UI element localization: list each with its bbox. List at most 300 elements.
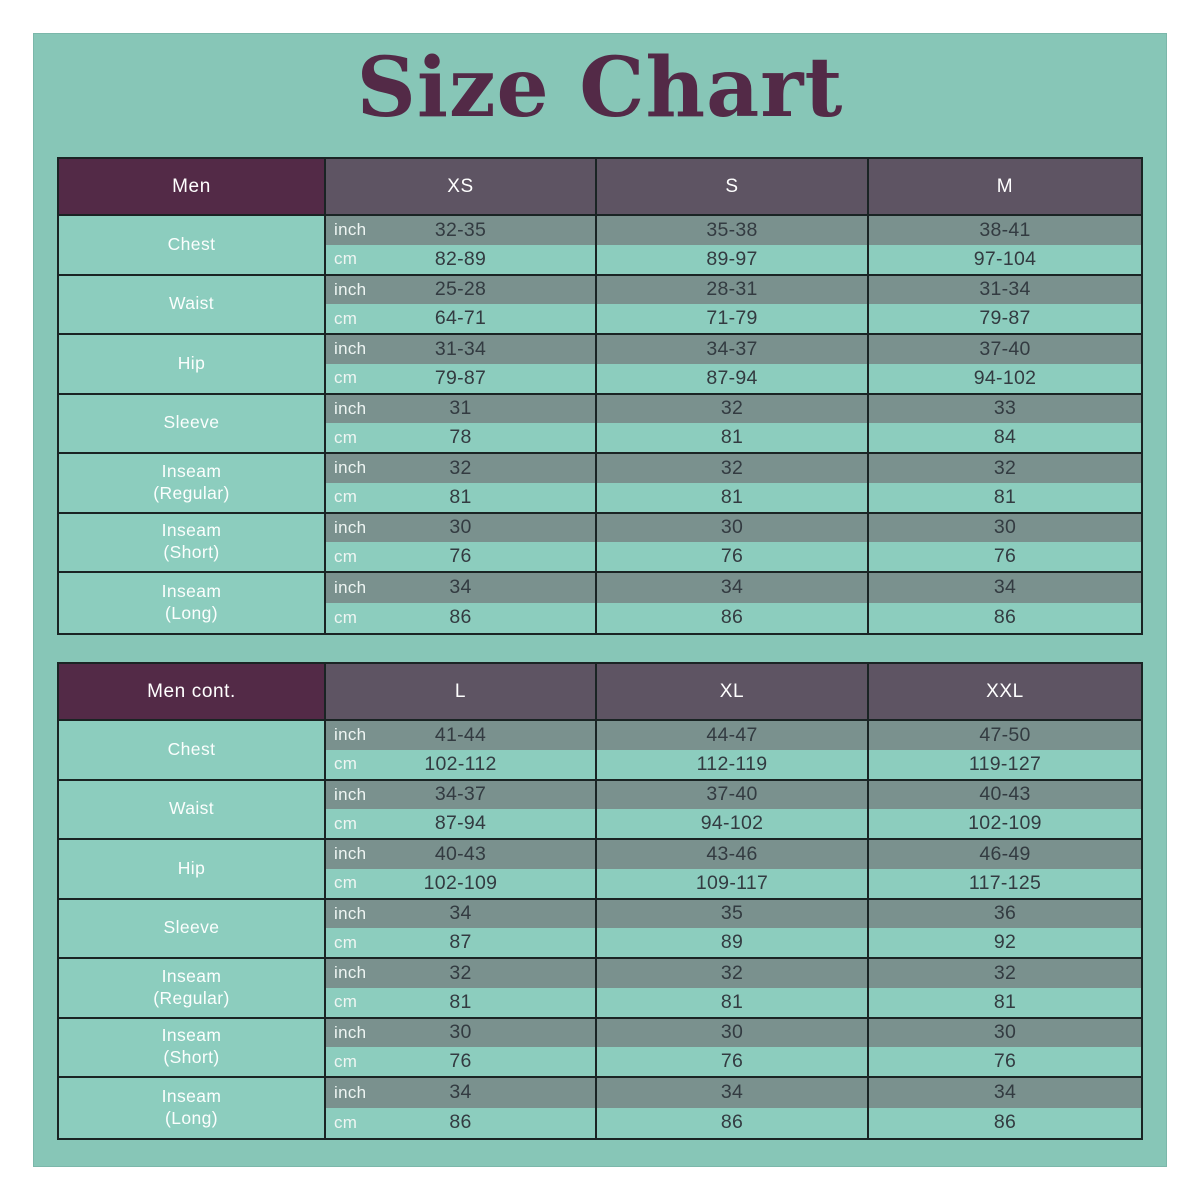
- size-cell: [326, 395, 597, 455]
- unit-label-inch: inch: [334, 339, 367, 359]
- inch-row-cell: [597, 959, 867, 988]
- size-cell: [326, 573, 597, 633]
- unit-label-inch: inch: [334, 1082, 367, 1102]
- row-label: Inseam: [161, 460, 222, 481]
- inch-row-cell: [869, 1019, 1141, 1048]
- measurement-value-cm: 71-79: [706, 307, 758, 330]
- size-cell: [869, 216, 1141, 276]
- measurement-value-cm: 102-109: [423, 871, 498, 894]
- measurement-value-cm: 86: [720, 1111, 744, 1134]
- header-xxl: XXL: [869, 664, 1141, 721]
- size-cell: [869, 1078, 1141, 1138]
- row-label-cell: [59, 276, 326, 336]
- measurement-value-cm: 112-119: [696, 752, 768, 775]
- unit-label-inch: inch: [334, 1022, 367, 1042]
- measurement-value-inch: 40-43: [979, 783, 1031, 806]
- table-body: [59, 721, 1141, 1138]
- measurement-value-inch: 44-47: [706, 723, 758, 746]
- measurement-row-inseam-regular: [59, 959, 1141, 1019]
- measurement-value-cm: 92: [993, 931, 1017, 954]
- size-cell: [597, 721, 869, 781]
- inch-row-cell: [869, 900, 1141, 929]
- measurement-value-cm: 86: [720, 606, 744, 629]
- inch-row-cell: [326, 395, 595, 424]
- cm-row-cell: [326, 423, 595, 452]
- measurement-value-cm: 79-87: [979, 307, 1031, 330]
- row-label: Inseam: [161, 1085, 222, 1106]
- measurement-value-inch: 32: [720, 961, 744, 984]
- row-label-cell: [59, 514, 326, 574]
- cm-row-cell: [597, 1108, 867, 1138]
- measurement-value-inch: 32: [993, 961, 1017, 984]
- inch-row-cell: [326, 959, 595, 988]
- measurement-value-cm: 86: [449, 606, 472, 629]
- measurement-value-cm: 76: [993, 1050, 1017, 1073]
- row-sublabel: (Regular): [153, 482, 230, 503]
- measurement-row-chest: [59, 721, 1141, 781]
- cm-row-cell: [326, 1108, 595, 1138]
- measurement-value-cm: 86: [993, 1111, 1017, 1134]
- unit-label-cm: cm: [334, 813, 358, 833]
- size-cell: [597, 900, 869, 960]
- measurement-value-cm: 86: [993, 606, 1017, 629]
- inch-row-cell: [597, 781, 867, 810]
- measurement-value-inch: 28-31: [706, 278, 758, 301]
- unit-label-inch: inch: [334, 279, 367, 299]
- row-label-cell: [59, 900, 326, 960]
- row-label-cell: [59, 216, 326, 276]
- measurement-value-cm: 76: [449, 1050, 472, 1073]
- size-cell: [597, 454, 869, 514]
- measurement-row-waist: [59, 276, 1141, 336]
- inch-row-cell: [326, 840, 595, 869]
- measurement-value-cm: 89: [720, 931, 744, 954]
- size-cell: [869, 454, 1141, 514]
- size-cell: [326, 721, 597, 781]
- size-cell: [597, 1078, 869, 1138]
- cm-row-cell: [597, 1047, 867, 1076]
- cm-row-cell: [326, 750, 595, 779]
- cm-row-cell: [869, 928, 1141, 957]
- table-body: [59, 216, 1141, 633]
- header-xs: XS: [326, 159, 597, 216]
- unit-label-cm: cm: [334, 607, 358, 627]
- cm-row-cell: [869, 364, 1141, 393]
- measurement-value-inch: 30: [449, 1021, 472, 1044]
- unit-label-inch: inch: [334, 517, 367, 537]
- cm-row-cell: [326, 809, 595, 838]
- row-label: Chest: [167, 738, 216, 759]
- size-cell: [869, 573, 1141, 633]
- inch-row-cell: [869, 840, 1141, 869]
- size-cell: [326, 216, 597, 276]
- measurement-row-inseam-short: [59, 1019, 1141, 1079]
- measurement-row-inseam-long: [59, 1078, 1141, 1138]
- measurement-value-inch: 34: [720, 576, 744, 599]
- measurement-value-inch: 31-34: [979, 278, 1031, 301]
- row-label: Sleeve: [163, 917, 220, 938]
- row-label: Inseam: [161, 520, 222, 541]
- inch-row-cell: [326, 1078, 595, 1108]
- measurement-value-cm: 84: [993, 426, 1017, 449]
- inch-row-cell: [326, 573, 595, 603]
- inch-row-cell: [326, 335, 595, 364]
- header-m: M: [869, 159, 1141, 216]
- cm-row-cell: [869, 304, 1141, 333]
- row-label: Chest: [167, 233, 216, 254]
- header-men: Men: [59, 159, 326, 216]
- measurement-value-inch: 32: [449, 456, 472, 479]
- size-cell: [869, 395, 1141, 455]
- header-men-cont: Men cont.: [59, 664, 326, 721]
- measurement-value-cm: 76: [720, 1050, 744, 1073]
- unit-label-cm: cm: [334, 487, 358, 507]
- size-cell: [326, 454, 597, 514]
- row-label-cell: [59, 335, 326, 395]
- measurement-value-inch: 30: [993, 516, 1017, 539]
- cm-row-cell: [869, 1108, 1141, 1138]
- measurement-value-inch: 34: [993, 1081, 1017, 1104]
- cm-row-cell: [869, 542, 1141, 571]
- cm-row-cell: [597, 750, 867, 779]
- measurement-value-cm: 76: [449, 545, 472, 568]
- cm-row-cell: [597, 304, 867, 333]
- measurement-value-cm: 89-97: [706, 247, 758, 270]
- row-label: Inseam: [161, 580, 222, 601]
- inch-row-cell: [597, 573, 867, 603]
- cm-row-cell: [597, 245, 867, 274]
- measurement-value-cm: 81: [720, 485, 744, 508]
- inch-row-cell: [597, 1078, 867, 1108]
- size-cell: [869, 840, 1141, 900]
- unit-label-cm: cm: [334, 932, 358, 952]
- cm-row-cell: [326, 603, 595, 633]
- unit-label-cm: cm: [334, 427, 358, 447]
- measurement-value-inch: 34-37: [434, 783, 487, 806]
- inch-row-cell: [597, 454, 867, 483]
- cm-row-cell: [869, 245, 1141, 274]
- measurement-value-inch: 36: [993, 902, 1017, 925]
- measurement-value-cm: 119-127: [968, 752, 1042, 775]
- size-cell: [597, 781, 869, 841]
- inch-row-cell: [326, 1019, 595, 1048]
- measurement-value-inch: 30: [993, 1021, 1017, 1044]
- unit-label-inch: inch: [334, 577, 367, 597]
- row-label: Waist: [168, 798, 215, 819]
- header-s: S: [597, 159, 869, 216]
- row-label-cell: [59, 959, 326, 1019]
- unit-label-cm: cm: [334, 1112, 358, 1132]
- row-sublabel: (Regular): [153, 987, 230, 1008]
- unit-label-inch: inch: [334, 963, 367, 983]
- unit-label-cm: cm: [334, 546, 358, 566]
- cm-row-cell: [597, 988, 867, 1017]
- measurement-row-sleeve: [59, 900, 1141, 960]
- row-sublabel: (Short): [163, 1047, 220, 1068]
- cm-row-cell: [869, 988, 1141, 1017]
- measurement-row-sleeve: [59, 395, 1141, 455]
- size-cell: [326, 900, 597, 960]
- unit-label-cm: cm: [334, 368, 358, 388]
- measurement-value-cm: 81: [720, 990, 744, 1013]
- measurement-value-inch: 40-43: [434, 842, 487, 865]
- row-sublabel: (Long): [165, 1107, 218, 1128]
- size-cell: [869, 1019, 1141, 1079]
- panel: [33, 33, 1167, 1167]
- size-cell: [326, 1078, 597, 1138]
- size-cell: [597, 840, 869, 900]
- measurement-row-inseam-long: [59, 573, 1141, 633]
- size-cell: [326, 781, 597, 841]
- size-table-men-cont: [57, 662, 1143, 1140]
- measurement-value-cm: 87-94: [434, 812, 487, 835]
- inch-row-cell: [869, 721, 1141, 750]
- cm-row-cell: [869, 869, 1141, 898]
- inch-row-cell: [869, 514, 1141, 543]
- inch-row-cell: [869, 781, 1141, 810]
- inch-row-cell: [597, 335, 867, 364]
- cm-row-cell: [326, 988, 595, 1017]
- size-cell: [597, 959, 869, 1019]
- cm-row-cell: [597, 483, 867, 512]
- measurement-value-inch: 32: [993, 456, 1017, 479]
- cm-row-cell: [869, 483, 1141, 512]
- row-sublabel: (Long): [165, 602, 218, 623]
- row-label-cell: [59, 781, 326, 841]
- measurement-row-inseam-short: [59, 514, 1141, 574]
- inch-row-cell: [597, 276, 867, 305]
- inch-row-cell: [597, 840, 867, 869]
- measurement-value-cm: 81: [449, 990, 472, 1013]
- measurement-value-cm: 79-87: [434, 366, 487, 389]
- inch-row-cell: [869, 959, 1141, 988]
- cm-row-cell: [326, 483, 595, 512]
- cm-row-cell: [869, 603, 1141, 633]
- size-cell: [869, 276, 1141, 336]
- inch-row-cell: [597, 721, 867, 750]
- size-cell: [597, 335, 869, 395]
- inch-row-cell: [869, 276, 1141, 305]
- unit-label-inch: inch: [334, 903, 367, 923]
- unit-label-cm: cm: [334, 873, 358, 893]
- unit-label-cm: cm: [334, 308, 358, 328]
- cm-row-cell: [597, 542, 867, 571]
- unit-label-inch: inch: [334, 458, 367, 478]
- row-label-cell: [59, 573, 326, 633]
- row-label-cell: [59, 1019, 326, 1079]
- measurement-value-cm: 109-117: [695, 871, 769, 894]
- inch-row-cell: [326, 216, 595, 245]
- measurement-value-inch: 30: [720, 516, 744, 539]
- measurement-value-cm: 78: [449, 426, 472, 449]
- size-cell: [326, 514, 597, 574]
- unit-label-inch: inch: [334, 784, 367, 804]
- size-cell: [869, 959, 1141, 1019]
- measurement-value-cm: 87-94: [706, 366, 758, 389]
- size-cell: [597, 1019, 869, 1079]
- size-cell: [597, 514, 869, 574]
- size-cell: [597, 276, 869, 336]
- measurement-value-cm: 82-89: [434, 247, 487, 270]
- measurement-value-inch: 37-40: [979, 337, 1031, 360]
- header-l: L: [326, 664, 597, 721]
- measurement-value-inch: 47-50: [979, 723, 1031, 746]
- measurement-value-inch: 35: [720, 902, 744, 925]
- measurement-value-inch: 34: [720, 1081, 744, 1104]
- size-cell: [326, 276, 597, 336]
- measurement-value-cm: 86: [449, 1111, 472, 1134]
- inch-row-cell: [597, 216, 867, 245]
- inch-row-cell: [326, 721, 595, 750]
- measurement-value-cm: 64-71: [434, 307, 487, 330]
- measurement-value-cm: 102-112: [424, 752, 497, 775]
- row-sublabel: (Short): [163, 542, 220, 563]
- inch-row-cell: [326, 781, 595, 810]
- cm-row-cell: [869, 809, 1141, 838]
- measurement-value-inch: 35-38: [706, 218, 758, 241]
- measurement-value-inch: 43-46: [706, 842, 758, 865]
- measurement-value-cm: 81: [993, 990, 1017, 1013]
- cm-row-cell: [869, 750, 1141, 779]
- cm-row-cell: [326, 364, 595, 393]
- measurement-row-waist: [59, 781, 1141, 841]
- measurement-value-inch: 34-37: [706, 337, 758, 360]
- unit-label-inch: inch: [334, 220, 367, 240]
- inch-row-cell: [869, 454, 1141, 483]
- table-header-row: [59, 159, 1141, 216]
- inch-row-cell: [869, 573, 1141, 603]
- inch-row-cell: [597, 514, 867, 543]
- row-label-cell: [59, 1078, 326, 1138]
- measurement-value-cm: 81: [993, 485, 1017, 508]
- row-label-cell: [59, 395, 326, 455]
- cm-row-cell: [326, 542, 595, 571]
- measurement-value-inch: 41-44: [434, 723, 487, 746]
- inch-row-cell: [597, 395, 867, 424]
- unit-label-inch: inch: [334, 844, 367, 864]
- unit-label-cm: cm: [334, 1051, 358, 1071]
- inch-row-cell: [869, 1078, 1141, 1108]
- row-label-cell: [59, 840, 326, 900]
- row-label: Sleeve: [163, 412, 220, 433]
- measurement-value-cm: 81: [720, 426, 744, 449]
- measurement-value-inch: 32: [449, 961, 472, 984]
- page-title: Size Chart: [356, 40, 844, 136]
- unit-label-cm: cm: [334, 754, 358, 774]
- measurement-value-inch: 46-49: [979, 842, 1031, 865]
- measurement-value-cm: 76: [720, 545, 744, 568]
- table-header-row: [59, 664, 1141, 721]
- measurement-value-inch: 38-41: [979, 218, 1031, 241]
- measurement-value-inch: 30: [449, 516, 472, 539]
- inch-row-cell: [326, 454, 595, 483]
- row-label: Waist: [168, 293, 215, 314]
- measurement-value-inch: 32: [720, 456, 744, 479]
- measurement-value-cm: 117-125: [968, 871, 1042, 894]
- measurement-value-inch: 33: [993, 397, 1017, 420]
- size-cell: [326, 335, 597, 395]
- cm-row-cell: [597, 603, 867, 633]
- inch-row-cell: [869, 335, 1141, 364]
- measurement-row-chest: [59, 216, 1141, 276]
- row-label: Hip: [177, 857, 206, 878]
- cm-row-cell: [597, 928, 867, 957]
- cm-row-cell: [597, 869, 867, 898]
- inch-row-cell: [597, 900, 867, 929]
- measurement-value-inch: 30: [720, 1021, 744, 1044]
- unit-label-cm: cm: [334, 249, 358, 269]
- unit-label-inch: inch: [334, 398, 367, 418]
- size-cell: [597, 216, 869, 276]
- inch-row-cell: [326, 514, 595, 543]
- cm-row-cell: [326, 869, 595, 898]
- inch-row-cell: [869, 216, 1141, 245]
- size-cell: [869, 514, 1141, 574]
- row-label-cell: [59, 454, 326, 514]
- measurement-row-inseam-regular: [59, 454, 1141, 514]
- size-cell: [597, 573, 869, 633]
- measurement-value-inch: 25-28: [434, 278, 487, 301]
- measurement-value-cm: 81: [449, 485, 472, 508]
- measurement-value-inch: 34: [993, 576, 1017, 599]
- measurement-value-cm: 102-109: [968, 812, 1042, 835]
- inch-row-cell: [326, 276, 595, 305]
- inch-row-cell: [869, 395, 1141, 424]
- unit-label-cm: cm: [334, 992, 358, 1012]
- measurement-value-cm: 87: [449, 931, 472, 954]
- size-cell: [597, 395, 869, 455]
- measurement-value-inch: 34: [449, 902, 472, 925]
- cm-row-cell: [869, 1047, 1141, 1076]
- size-cell: [869, 721, 1141, 781]
- size-cell: [869, 335, 1141, 395]
- inch-row-cell: [326, 900, 595, 929]
- measurement-value-inch: 32: [720, 397, 744, 420]
- row-label: Inseam: [161, 965, 222, 986]
- row-label-cell: [59, 721, 326, 781]
- size-cell: [326, 1019, 597, 1079]
- unit-label-inch: inch: [334, 725, 367, 745]
- cm-row-cell: [597, 809, 867, 838]
- cm-row-cell: [597, 364, 867, 393]
- measurement-value-cm: 97-104: [973, 247, 1037, 270]
- cm-row-cell: [326, 1047, 595, 1076]
- measurement-row-hip: [59, 335, 1141, 395]
- cm-row-cell: [326, 304, 595, 333]
- measurement-value-inch: 32-35: [434, 218, 487, 241]
- row-label: Inseam: [161, 1025, 222, 1046]
- header-xl: XL: [597, 664, 869, 721]
- measurement-value-inch: 31-34: [434, 337, 487, 360]
- size-cell: [869, 900, 1141, 960]
- cm-row-cell: [326, 928, 595, 957]
- inch-row-cell: [597, 1019, 867, 1048]
- measurement-value-inch: 37-40: [706, 783, 758, 806]
- measurement-value-inch: 31: [449, 397, 472, 420]
- size-cell: [326, 840, 597, 900]
- measurement-row-hip: [59, 840, 1141, 900]
- size-cell: [326, 959, 597, 1019]
- row-label: Hip: [177, 352, 206, 373]
- cm-row-cell: [326, 245, 595, 274]
- cm-row-cell: [597, 423, 867, 452]
- measurement-value-cm: 76: [993, 545, 1017, 568]
- measurement-value-inch: 34: [449, 576, 472, 599]
- size-table-men: [57, 157, 1143, 635]
- measurement-value-inch: 34: [449, 1081, 472, 1104]
- measurement-value-cm: 94-102: [973, 366, 1037, 389]
- size-cell: [869, 781, 1141, 841]
